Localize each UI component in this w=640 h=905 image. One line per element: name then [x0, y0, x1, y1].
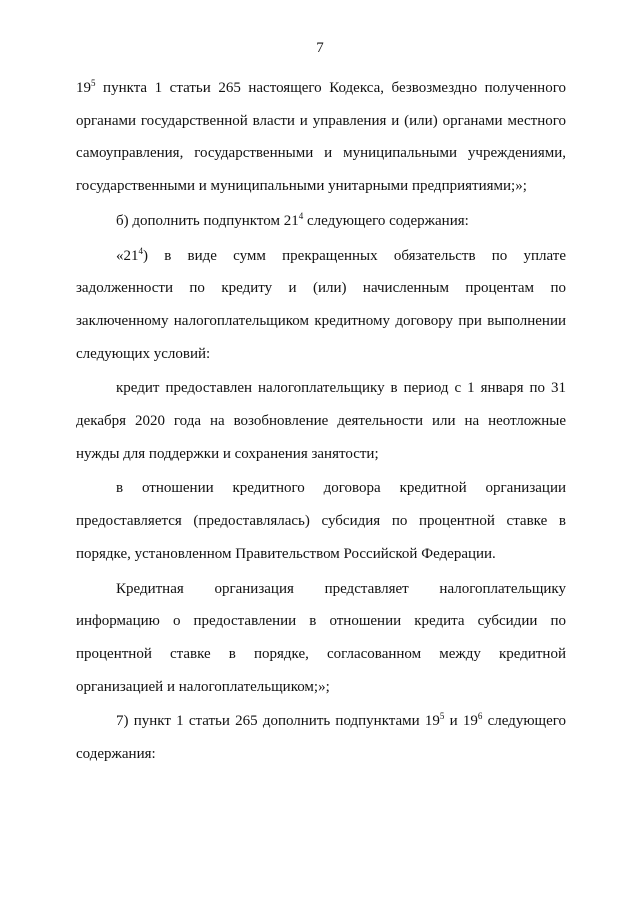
paragraph-text: в отношении кредитного договора кредитной организации предоставляется (предоставлялась) субсидия по процентной ставке в порядке, установленном Правительством Российской Федерации. [76, 480, 566, 562]
paragraph-text-middle: и 19 [444, 713, 478, 730]
paragraph-text-start: б) дополнить подпунктом 21 [116, 212, 299, 229]
paragraph-text: кредит предоставлен налогоплательщику в период с 1 января по 31 декабря 2020 года на возобновление деятельности или на неотложные нужды для поддержки и сохранения занятости; [76, 380, 566, 462]
paragraph-text-start: «21 [116, 247, 139, 264]
paragraph-condition-subsidy [76, 472, 566, 570]
superscript: 5 [439, 711, 445, 722]
paragraph-text: ) в виде сумм прекращенных обязательств по уплате задолженности по кредиту и (или) начисленным процентам по заключенному налогоплательщиком кредитному договору при выполнении следующих условий: [76, 247, 566, 362]
paragraph-item-7 [76, 705, 566, 770]
paragraph-continuation [76, 72, 566, 203]
paragraph-text: следующего содержания: [303, 212, 469, 229]
paragraph-credit-organization [76, 573, 566, 704]
paragraph-condition-credit-period [76, 372, 566, 470]
paragraph-subitem-21-4 [76, 240, 566, 371]
paragraph-text: пункта 1 статьи 265 настоящего Кодекса, безвозмездно полученного органами государственной власти и управления и (или) органами местного самоуправления, государственными и муниципальными учреждениями, государственными и муниципальными унитарными предприятиями;»; [76, 80, 566, 195]
superscript: 6 [477, 711, 483, 722]
document-body [76, 72, 566, 771]
paragraph-text-start: 19 [76, 80, 91, 96]
paragraph-text: следующего содержания: [76, 713, 567, 763]
superscript: 5 [91, 78, 96, 88]
superscript: 4 [298, 210, 304, 221]
paragraph-text: Кредитная организация представляет налогоплательщику информацию о предоставлении в отношении кредита субсидии по процентной ставке в порядке, согласованном между кредитной организацией и налогоплательщиком;»; [76, 580, 566, 695]
superscript: 4 [138, 245, 143, 256]
page-number: 7 [316, 40, 324, 56]
paragraph-text-start: 7) пункт 1 статьи 265 дополнить подпунктами 19 [116, 713, 440, 730]
paragraph-subitem-b [76, 205, 566, 238]
